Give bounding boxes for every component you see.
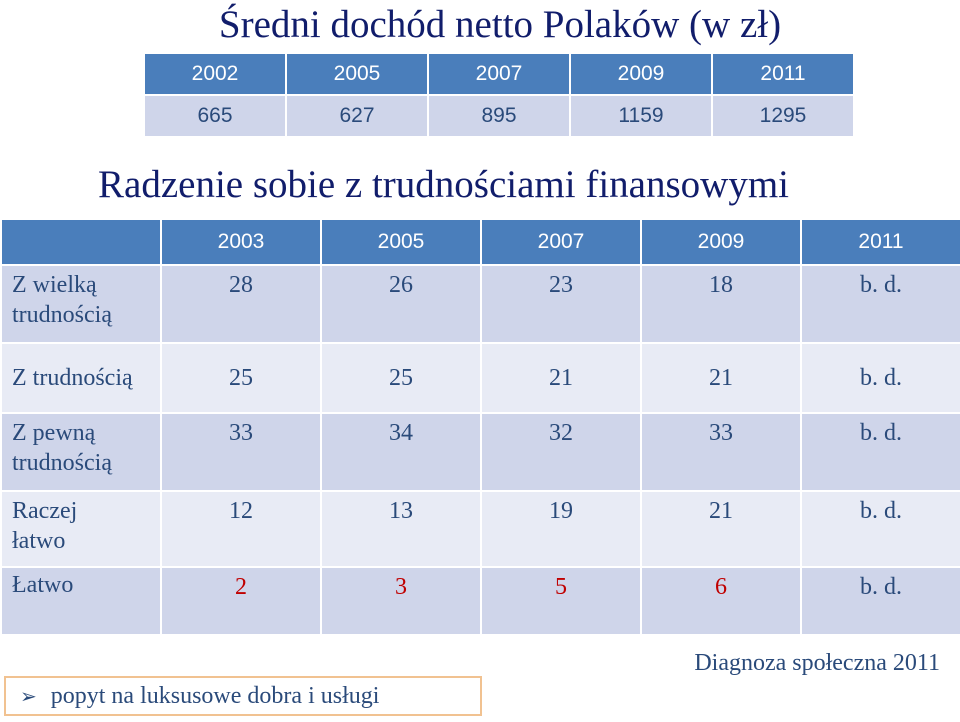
table-cell: 28 xyxy=(161,265,321,343)
table-cell: 19 xyxy=(481,491,641,567)
arrowhead-bullet-icon: ➢ xyxy=(20,684,37,708)
difficulty-year-header: 2009 xyxy=(641,219,801,265)
table-cell: 33 xyxy=(641,413,801,491)
row-label: Z pewną trudnością xyxy=(1,413,161,491)
income-value: 665 xyxy=(144,95,286,137)
table-cell: 18 xyxy=(641,265,801,343)
income-value: 1159 xyxy=(570,95,712,137)
table-cell: 32 xyxy=(481,413,641,491)
difficulty-year-header: 2011 xyxy=(801,219,960,265)
table-cell-highlight: 2 xyxy=(161,567,321,635)
difficulty-year-header: 2007 xyxy=(481,219,641,265)
difficulty-year-header: 2005 xyxy=(321,219,481,265)
table-row xyxy=(1,491,960,567)
table-row xyxy=(1,265,960,343)
table-cell: 25 xyxy=(321,343,481,413)
table-cell: b. d. xyxy=(801,491,960,567)
table-cell-highlight: 6 xyxy=(641,567,801,635)
income-header-row xyxy=(144,53,854,95)
table-cell: b. d. xyxy=(801,343,960,413)
table-cell: 21 xyxy=(641,491,801,567)
table-cell: 12 xyxy=(161,491,321,567)
bullet-box xyxy=(4,676,482,716)
difficulty-title: Radzenie sobie z trudnościami finansowymi xyxy=(98,163,789,206)
income-title: Średni dochód netto Polaków (w zł) xyxy=(218,3,782,46)
income-year-header: 2002 xyxy=(144,53,286,95)
income-year-header: 2009 xyxy=(570,53,712,95)
table-cell: 25 xyxy=(161,343,321,413)
table-cell: 21 xyxy=(481,343,641,413)
table-cell: b. d. xyxy=(801,567,960,635)
income-year-header: 2011 xyxy=(712,53,854,95)
table-row xyxy=(1,343,960,413)
row-label: Z wielką trudnością xyxy=(1,265,161,343)
table-cell: b. d. xyxy=(801,413,960,491)
bullet-text: popyt na luksusowe dobra i usługi xyxy=(50,682,380,709)
table-cell-highlight: 5 xyxy=(481,567,641,635)
income-year-header: 2007 xyxy=(428,53,570,95)
table-row xyxy=(1,413,960,491)
income-values-row xyxy=(144,95,854,137)
row-label: Z trudnością xyxy=(1,343,161,413)
income-value: 895 xyxy=(428,95,570,137)
source-caption: Diagnoza społeczna 2011 xyxy=(694,650,940,676)
difficulty-year-header: 2003 xyxy=(161,219,321,265)
table-cell-highlight: 3 xyxy=(321,567,481,635)
income-table xyxy=(143,52,855,138)
table-cell: 26 xyxy=(321,265,481,343)
table-cell: 21 xyxy=(641,343,801,413)
row-label: Łatwo xyxy=(1,567,161,635)
table-cell: 33 xyxy=(161,413,321,491)
table-row xyxy=(1,567,960,635)
table-cell: 34 xyxy=(321,413,481,491)
income-value: 1295 xyxy=(712,95,854,137)
table-cell: b. d. xyxy=(801,265,960,343)
difficulty-table xyxy=(0,218,960,636)
table-cell: 23 xyxy=(481,265,641,343)
income-year-header: 2005 xyxy=(286,53,428,95)
header-empty-cell xyxy=(1,219,161,265)
difficulty-header-row xyxy=(1,219,960,265)
row-label: Raczej łatwo xyxy=(1,491,161,567)
table-cell: 13 xyxy=(321,491,481,567)
income-value: 627 xyxy=(286,95,428,137)
